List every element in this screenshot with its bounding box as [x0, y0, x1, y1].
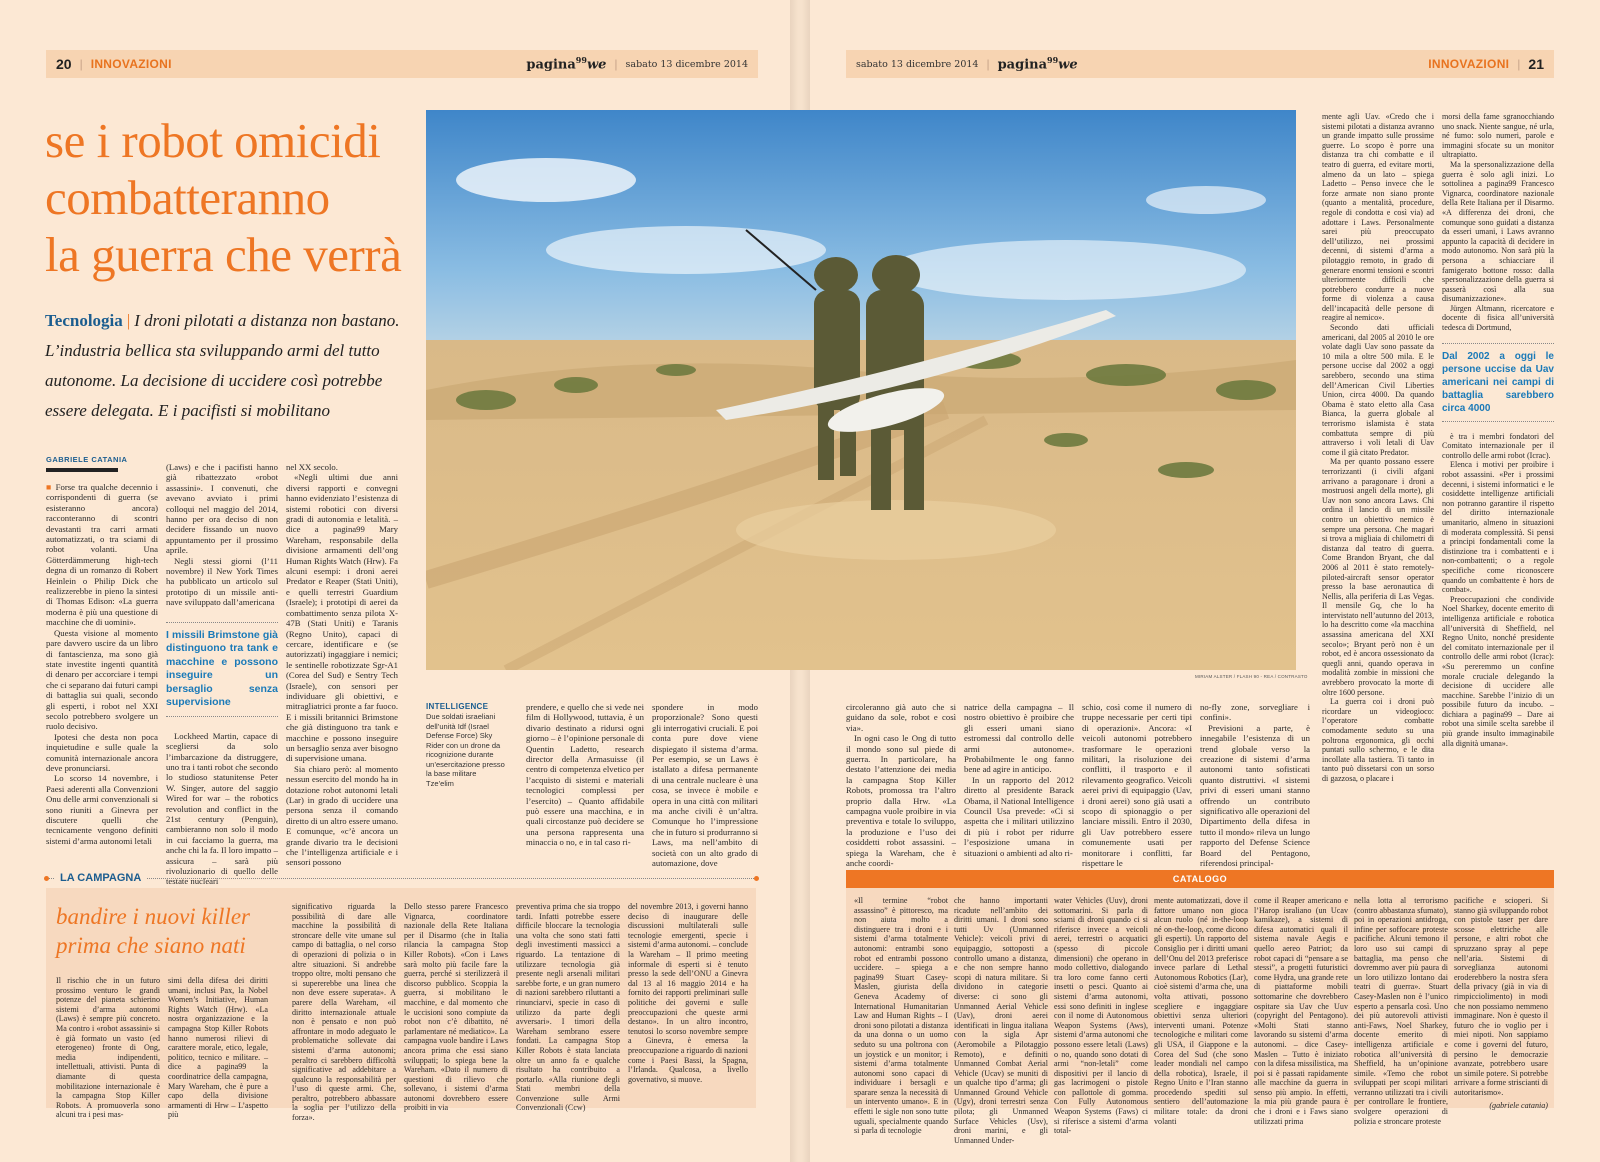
- campaign-column-4: Dello stesso parere Francesco Vignarca, coordinatore nazionale della Rete Italiana per il Disarmo (che in Italia rilancia la campagna Stop Killer Robots). «Con i Laws sarà molto più facile fare la guerra, perché si sterilizzerà il discorso pubblico. Scoppia la guerra, si mobilitano le macchine, e dal momento che le uccisioni sono compiute da robot non c’è dibattito, né parlamentare né mediatico». La campagna vuole bandire i Laws ancora prima che essi siano sviluppati; lo spiega bene la Wareham. «Dato il numero di questioni di rilievo che sollevano, i sistemi d’arma autonomi dovrebbero essere proibiti in via: [404, 902, 508, 1113]
- campaign-column-2: simi della difesa dei diritti umani, inclusi Pax, la Nobel Women’s Initiative, Human Rights Watch (Hrw). «La nostra organizzazione e la campagna Stop Killer Robots hanno numerosi rilievi di carattere morale, etico, legale, politico, tecnico e militare. – dice a pagina99 la coordinatrice della campagna, Mary Wareham, che è pure a capo della divisione armamenti di Hrw – L’aspetto più: [168, 976, 268, 1120]
- campaign-column-1: Il rischio che in un futuro prossimo venturo le grandi potenze del pianeta schierino sistemi d’arma autonomi (Laws) è sempre più concreto. Ma contro i «robot assassini» si è già formato un vasto (ed eterogeneo) fronte di Ong, media indipendenti, intellettuali, attivisti. Punta di diamante di questa mobilitazione internazionale è la campagna Stop Killer Robots. A promuoverla sono alcuni tra i pesi mas-: [56, 976, 160, 1120]
- article-column-6: circoleranno già auto che si guidano da sole, robot e così via». In ogni caso le Ong di tutto il mondo sono sul piede di guerra. In particolare, ha destato l’attenzione dei media la campagna Stop Killer Robots, promossa tra l’altro proprio dalla Hrw. «La campagna vuole proibire in via preventiva e totale lo sviluppo, la produzione e l’uso dei cosiddetti robot assassini. – spiega la Wareham, che è anche coordi-: [846, 702, 956, 869]
- catalog-column-4: mente automatizzati, dove il fattore umano non gioca alcun ruolo (né in-the-loop né on-the-loop, come dicono gli esperti). Un rapporto del Consiglio per i diritti umani dell’Onu del 2013 preferisce invece parlare di Lethal Autonomous Robotics (Lar), cioè sistemi d’arma che, una volta attivati, possono scegliere e ingaggiare obiettivi senza ulteriori interventi umani. Potenze tecnologiche e militari come gli USA, il Giappone e la Corea del Sud (che sono leader mondiali nel campo della robotica), Israele, il Regno Unito e l’Iran stanno procedendo spediti sul sentiero dell’automazione militare totale: da droni volanti: [1154, 896, 1248, 1126]
- photo-illustration: [426, 110, 1296, 670]
- article-column-4: prendere, e quello che si vede nei film di Hollywood, tuttavia, è un divario destinato a ridursi ogni giorno – è l’opinione personale di Quentin Ladetto, research director della Armasuisse (il centro di competenza elvetico per l’acquisto di sistemi e materiali tecnologici complessi per l’esercito) – Quanto affidabile può essere una macchina, e in quali circostanze può decidere se una persona rappresenta una minaccia o no, e in tal caso ri-: [526, 702, 644, 848]
- campaign-column-3: significativo riguarda la possibilità di dare alle macchine la possibilità di stroncare delle vite umane sul campo di battaglia, o nel corso di operazioni di polizia o in altre situazioni. Si andrebbe troppo oltre, molti pensano che si supererebbe una linea che non deve essere superata». A parere della Wareham, «il diritto internazionale attuale non è pensato e non può affrontare in modo adeguato le problematiche sollevate dai sistemi d’arma autonomi; peraltro ci sarebbero difficoltà significative ad addebitare a qualcuno la responsabilità per l’uso di queste armi. Che, peraltro, potrebbero abbassare la soglia per l’utilizzo della forza».: [292, 902, 396, 1123]
- article-column-11: morsi della fame sgranocchiando uno snack. Niente sangue, né urla, né fumo: solo numeri, parole e immagini sfocate su un monitor ultrapiatto. Ma la spersonalizzazione della guerra è solo agli inizi. Lo sottolinea a pagina99 Francesco Vignarca, coordinatore nazionale della Rete Italiana per il Disarmo. «A differenza dei droni, che comunque sono guidati a distanza da esseri umani, i Laws avranno appunto la capacità di decidere in modo autonomo. Non sarà più la persona a schiacciare il famigerato bottone rosso: dalla spersonalizzazione della guerra si passerà così alla sua disumanizzazione». Jürgen Altmann, ricercatore e docente di fisica all’università tedesca di Dortmund, Dal 2002 a oggi le persone uccise da Uav americani nei campi di battaglia sarebbero circa 4000 è tra i membri fondatori del Comitato internazionale per il controllo delle armi robot (Icrac). Elenca i motivi per proibire i robot assassini. «Per i prossimi decenni, i sistemi informatici e le cosiddette intelligenze artificiali non potranno garantire il rispetto del diritto internazionale umanitario, almeno in situazioni di moderata complessità. Si pensi a principi fondamentali come la distinzione tra i combattenti e i non-combattenti; o a regole specifiche come riconoscere quando un combattente è hors de combat». Preoccupazioni che condivide Noel Sharkey, docente emerito di intelligenza artificiale e robotica all’università di Sheffield, nel Regno Unito, nonché presidente del comitato internazionale per il controllo delle armi robot (Icrac): «Su pereremmo un confine morale cruciale delegando la decisione di uccidere alle macchine. Sarebbe l’inizio di un possibile futuro da incubo. – dichiara a pagina99 – Dare ai robot una simile scelta sarebbe il più grande insulto immaginabile alla dignità umana».: [1442, 112, 1554, 748]
- campaign-column-5: preventiva prima che sia troppo tardi. Infatti potrebbe essere difficile bloccare la tecnologia una volta che sono stati fatti degli investimenti massicci a riguardo. La tentazione di utilizzare tecnologia già presente negli arsenali militari sarebbe forte, e un gran numero di nazioni sarebbero riluttanti a rinunciarvi, specie in caso di utilizzo da parte degli avversari». I timori della Wareham sembrano essere fondati. La campagna Stop Killer Robots è stata lanciata oltre un anno fa e qualche risultato ha contribuito a portarlo. «Alla riunione degli Stati membri della Convenzione sulle Armi Convenzionali (Ccw): [516, 902, 620, 1113]
- article-column-9: no-fly zone, sorvegliare i confini». Previsioni a parte, è innegabile l’esistenza di un trend globale verso la creazione di sistemi d’arma autonomi tanto sofisticati quanto distruttivi. «I sistemi privi di esseri umani stanno offrendo un contributo significativo alle operazioni del Dipartimento della difesa in tutto il mondo» rileva un lungo rapporto del Defense Science Board del Pentagono, riferendosi principal-: [1200, 702, 1310, 869]
- catalog-signature: (gabriele catania): [1489, 1101, 1548, 1111]
- catalog-column-2: che hanno importanti ricadute nell’ambito dei diritti umani. I droni sono tutti Uv (Unmanned Vehicle): veicoli privi di equipaggio, sottoposti a controllo umano a distanza, e che non sempre hanno scopi di natura militare. Si dividono in categorie diverse: ci sono gli Unmanned Aerial Vehicle (Uav), droni aerei identificati in lingua italiana con la sigla Apr (Aeromobile a Pilotaggio Remoto), e definiti Unmanned Combat Aerial Vehicle (Ucav) se muniti di un qualche tipo d’arma; gli Unmanned Ground Vehicle (Ugv), droni terrestri senza pilota; gli Unmanned Surface Vehicles (Usv), droni marini, e gli Unmanned Under-: [954, 896, 1048, 1145]
- campaign-dot-left: [44, 876, 49, 881]
- article-column-1: ■ Forse tra qualche decennio i corrispondenti di guerra (se esisteranno ancora) racconteranno di scontri devastanti tra carri armati automatizzati, o tra sciami di robot volanti. Una Götterdämmerung high-tech degna di un romanzo di Robert Heinlein o Philip Dick che realizzerebbe in pieno la sintesi di Thomas Edison: «La guerra moderna è più una questione di macchine che di uomini». Questa visione al momento pare davvero uscire da un libro di fantascienza, ma sono già state investite ingenti quantità di denaro per accorciare i tempi che ci separano dai futuri campi di battaglia sui quali, secondo gli esperti, i robot nel XXI secolo potrebbero svolgere un ruolo decisivo. Ipotesi che desta non poca inquietudine e sulle quale la comunità internazionale ancora deve pronunciarsi. Lo scorso 14 novembre, i Paesi aderenti alla Convenzioni Onu delle armi convenzionali si sono riuniti a Ginevra per discutere quelli che tecnicamente vengono definiti sistemi d’arma autonomi letali: [46, 482, 158, 846]
- pull-quote-1: I missili Brimstone già distinguono tra tank e macchine e possono inseguire un bersaglio senza supervisione: [166, 622, 278, 717]
- article-column-8: schio, così come il numero di truppe necessarie per certi tipi di operazioni». Ancora: «I veicoli autonomi potrebbero trasformare le operazioni militari, la risoluzione dei conflitti, il trasporto e il rilevamento geografico. Veicoli aerei privi di equipaggio (Uav, i droni aerei) sono già usati a scopo di spionaggio o per lanciare missili. Entro il 2030, gli Uav potrebbero essere comunemente usati per monitorare i conflitti, far rispettare le: [1082, 702, 1192, 869]
- issue-date-left: sabato 13 dicembre 2014: [625, 58, 748, 70]
- deck-text: I droni pilotati a distanza non bastano. L’industria bellica sta sviluppando armi del tutto autonome. La decisione di uccidere così potrebbe essere delegata. E i pacifisti si mobilitano: [45, 311, 400, 420]
- page-number-right: 21: [1528, 56, 1544, 72]
- brand-logo-right: pagina$^{99}$we: [997, 55, 1078, 73]
- campaign-label: LA CAMPAGNA: [54, 872, 147, 884]
- caption-title: INTELLIGENCE: [426, 702, 489, 711]
- right-page-header: sabato 13 dicembre 2014 | pagina$^{99}$we INNOVAZIONI | 21: [846, 50, 1554, 78]
- campaign-column-6: del novembre 2013, i governi hanno deciso di inaugurare delle discussioni multilaterali sulle tecnologie emergenti, specie i sistemi d’arma autonomi. – conclude la Wareham – Il primo meeting informale di esperti si è tenuto presso la sede dell’ONU a Ginevra dal 13 al 16 maggio 2014 e ha fornito dei rapporti preliminari sulle politiche dei governi e sulle preoccupazioni che queste armi destano». In un altro incontro, tenutosi lo scorso novembre sempre a Ginevra, è emersa la preoccupazione a riguardo di nazioni come i Paesi Bassi, la Spagna, l’Irlanda. Qualcosa, a livello governativo, si muove.: [628, 902, 749, 1084]
- pull-quote-2: Dal 2002 a oggi le persone uccise da Uav americani nei campi di battaglia sarebbero circa 4000: [1442, 343, 1554, 422]
- article-deck: Tecnologia | I droni pilotati a distanza non bastano. L’industria bellica sta sviluppando armi del tutto autonome. La decisione di uccidere così potrebbe essere delegata. E i pacifisti si mobilitano: [45, 311, 400, 420]
- catalog-column-7: pacifiche e scioperi. Si stanno già sviluppando robot con pistole taser per dare scosse elettriche alle persone, e altri robot che spruzzano spray al pepe nell’aria. Sistemi di sorveglianza autonomi eroderebbero la nostra sfera della privacy (già in via di rimpicciolimento) in modi che non possiamo nemmeno immaginare. Non è questo il futuro che io voglio per i miei nipoti. Non sappiamo come i governi del futuro, persino le democrazie avanzate, potrebbero usare un simile potere. Si potrebbe arrivare a forme striscianti di autoritarismo». (gabriele catania): [1454, 896, 1548, 1111]
- catalog-column-1: «Il termine “robot assassino” è pittoresco, ma non aiuta molto a distinguere tra i droni e i sistemi d’arma totalmente autonomi: entrambi sono robot ed entrambi possono uccidere. – spiega a pagina99 Stuart Casey-Maslen, giurista della Geneva Academy of International Humanitarian Law and Human Rights – I droni sono pilotati a distanza da una donna o un uomo seduto su una poltrona con un joystick e un monitor; i sistemi d’arma totalmente autonomi sono capaci di individuare i bersagli e sparare senza la necessità di un intervento umano». E in effetti le sigle non sono tutte uguali, specialmente quando si parla di tecnologie: [854, 896, 948, 1136]
- article-column-7: natrice della campagna – Il nostro obiettivo è proibire che gli esseri umani siano estromessi dal controllo delle armi autonome». Probabilmente le ong fanno bene ad agire in anticipo. In un rapporto del 2012 diretto al presidente Barack Obama, il National Intelligence Council Usa prevede: «Ci si aspetta che i militari utilizzino di più i robot per ridurre l’esposizione umana in situazioni o ambienti ad alto ri-: [964, 702, 1074, 858]
- section-label-left: INNOVAZIONI: [90, 57, 172, 71]
- byline: GABRIELE CATANIA: [46, 455, 128, 464]
- brand-logo-left: pagina$^{99}$we: [526, 55, 607, 73]
- campaign-dot-right: [754, 876, 759, 881]
- article-column-2: (Laws) e che i pacifisti hanno già ribattezzato «robot assassini». I convenuti, che avevano avviato i primi colloqui nel maggio del 2014, hanno per ora deciso di non decidere fissando un nuovo appuntamento per il prossimo aprile. Negli stessi giorni (l’11 novembre) il New York Times ha pubblicato un articolo sul prototipo di un missile anti-nave sviluppato dall’americana I missili Brimstone già distinguono tra tank e macchine e possono inseguire un bersaglio senza supervisione Lockheed Martin, capace di scegliersi da solo l’imbarcazione da distruggere, uno tra i tanti robot che secondo lo studioso statunitense Peter W. Singer, autore del saggio Wired for war – the robotics revolution and conflict in the 21st century (Penguin), cambieranno non solo il modo in cui facciamo la guerra, ma anche chi la fa. Il loro impatto – assicura – sarà più rivoluzionario di quello delle testate nucleari: [166, 462, 278, 887]
- caption-text: Due soldati israeliani dell’unità Idf (Israel Defense Force) Sky Rider con un drone da ricognizione durante un’esercitazione presso la base militare Tze’elim: [426, 712, 505, 788]
- photo-credit: MIRIAM ALSTER / FLASH 90 - REA / CONTRASTO: [1195, 674, 1308, 679]
- article-column-3: nel XX secolo. «Negli ultimi due anni diversi rapporti e convegni hanno evidenziato l’esistenza di sistemi robotici con diversi gradi di autonomia e letalità. – dice a pagina99 Mary Wareham, responsabile della divisione armamenti dell’ong Human Rights Watch (Hrw). Fa alcuni esempi: i droni aerei Predator e Reaper (Stati Uniti), e quelli terrestri Guardium (Israele); i prototipi di aerei da combattimento senza pilota X-47B (Stati Uniti) e Taranis (Regno Unito), capaci di cercare, identificare e (se autorizzati) ingaggiare i nemici; le sentinelle robotizzate Sgr-A1 (Corea del Sud) e Sentry Tech (Israele), con sensori per individuare gli obiettivi, e mitragliatrici pronte a far fuoco. E i missili britannici Brimstone che già distinguono tra tank e macchine e possono inseguire un bersaglio senza aver bisogno di supervisione umana. Sia chiaro però: al momento nessun esercito del mondo ha in dotazione robot autonomi letali (Lar) in grado di uccidere una persona senza il comando diretto di un altro essere umano. E comunque, «c’è ancora un grande divario tra le decisioni che l’intelligenza artificiale e i sensori possono: [286, 462, 398, 868]
- left-page-header: 20 | INNOVAZIONI pagina$^{99}$we | sabato 13 dicembre 2014: [46, 50, 758, 78]
- article-column-10: mente agli Uav. «Credo che i sistemi pilotati a distanza avranno un grande impatto sulle prossime guerre. Lo scopo è porre una distanza tra chi combatte e il teatro di guerra, ed evitare morti, almeno da un lato – spiega Ladetto – Penso invece che le forze armate non siano pronte (quanto a mentalità, procedure, regole di condotta e così via) ad adottare i Laws. Personalmente sarei più preoccupato dell’utilizzo, nei prossimi decenni, di sistemi d’arma a pilotaggio remoto, in grado di generare enormi tensioni e scontri ulteriormente difficili che potrebbero condurre a nuove forme di violenza a causa dell’incapacità delle persone di reagire al nemico». Secondo dati ufficiali americani, dal 2005 al 2010 le ore volate dagli Uav sono passate da 10 mila a oltre 500 mila. E le persone uccise dal 2002 a oggi sarebbero, secondo una stima dell’American Civil Liberties Union, circa 4000. Da quando Obama è stato eletto alla Casa Bianca, la guerra globale al terrorismo islamista è stata combattuta sempre di più attraverso i voli letali di Uav come il già citato Predator. Ma per quanto possano essere terrorizzanti (i civili afgani arrivano a paragonare i droni a mostruosi angeli della morte), gli Uav non sono ancora Laws. Chi ordina il lancio di un missile contro un obiettivo nemico è sempre una persona. Che magari si trova a migliaia di chilometri di distanza dal teatro di guerra. Come Brandon Bryant, che dal 2006 al 2011 è stato remotely-piloted-aircraft sensor operator presso la base aeronautica di Nellis, alla periferia di Las Vegas. Il mensile Gq, che lo ha intervistato nell’autunno del 2013, lo ha descritto come «la macchina assassina americana del XXI secolo»; Bryant però non è un robot, ed è ancora ossessionato da quegli anni, quando operava in modalità zombie in missioni che avrebbero provocato la morte di oltre 1600 persone. La guerra coi i droni può ricordare un videogioco: l’operatore combatte comodamente seduto su una poltrona ergonomica, gli occhi puntati sullo schermo, e le dita incollate alla tastiera. Ti tanto in tanto può dissetarsi con un sorso di gazzosa, o placare i: [1322, 112, 1434, 783]
- catalog-column-5: come il Reaper americano e l’Harop israliano (un Ucav kamikaze), a sistemi di difesa automatici quali il sistema navale Aegis e quello aereo Patriot; da robot capaci di “pensare a se stessi”, a progetti futuristici come Hydra, una grande rete di piattaforme mobili sottomarine che dovrebbero ospitare sia Uav che Uuv (copyright del Pentagono). «Molti Stati stanno lavorando su sistemi d’arma autonomi. – dice Casey-Maslen – Tutto è iniziato con la difesa missilistica, ma poi si è passati rapidamente alle macchine da guerra in senso più ampio. In effetti, la mia più grande paura è che i droni e i Faws siano utilizzati prima: [1254, 896, 1348, 1126]
- article-headline: se i robot omicidi combatteranno la guerra che verrà: [45, 113, 402, 282]
- soldiers-drone-photo: [426, 110, 1296, 670]
- page-number-left: 20: [56, 56, 72, 72]
- catalog-column-6: nella lotta al terrorismo (contro abbastanza sfumato), poi in operazioni antidroga, infine per soffocare proteste pacifiche. Alcuni temono il loro uso sui campi di battaglia, ma penso che dovremmo aver più paura di un loro utilizzo lontano dai teatri di guerra». Stuart Casey-Maslen non è l’unico esperto a pensarla così. Uno dei più autorevoli attivisti anti-Faws, Noel Sharkey, docente emerito di intelligenza artificiale e robotica all’università di Sheffield, ha un’opinione simile. «Temo che robot sviluppati per scopi militari verranno utilizzati tra i civili per controllare le frontiere, svolgere operazioni di polizia e stroncare proteste: [1354, 896, 1448, 1126]
- header-separator: |: [79, 57, 83, 71]
- catalog-label: CATALOGO: [846, 870, 1554, 888]
- campaign-rule: [46, 878, 758, 880]
- campaign-headline: bandire i nuovi killer prima che siano nati: [56, 904, 250, 958]
- catalog-column-3: water Vehicles (Uuv), droni sottomarini. Si parla di sciami di droni quando ci si riferisce invece a veicoli aerei, terrestri o acquatici (spesso di piccole dimensioni) che operano in modo collettivo, dialogando tra loro come fanno certi insetti o pesci. Quanto ai sistemi d’arma autonomi, essi sono definiti in inglese con il nome di Autonomous Weapon Systems (Aws), sistemi d’arma autonomi che possono essere letali (Laws) o no, quando sono dotati di armi “non-letali” come dispositivi per il lancio di gas lacrimogeni o pistole con pallottole di gomma. Con Fully Autonomous Weapon Systems (Faws) ci si riferisce a sistemi d’arma total-: [1054, 896, 1148, 1136]
- issue-date-right: sabato 13 dicembre 2014: [856, 58, 979, 70]
- topic-tag: Tecnologia: [45, 311, 123, 330]
- byline-rule: [46, 468, 118, 472]
- article-column-5: spondere in modo proporzionale? Sono questi gli interrogativi cruciali. E poi conta pure dove viene dispiegato il sistema d’arma. Per esempio, se un Laws è istallato a difesa permanente di una centrale nucleare è una cosa, se invece è mobile e opera in una città con militari ma anche civili è un’altra. Comunque ho l’impressione che in futuro si produrranno si Laws, ma nell’ambito di società con un alto grado di automazione, dove: [652, 702, 758, 869]
- section-label-right: INNOVAZIONI: [1428, 57, 1510, 71]
